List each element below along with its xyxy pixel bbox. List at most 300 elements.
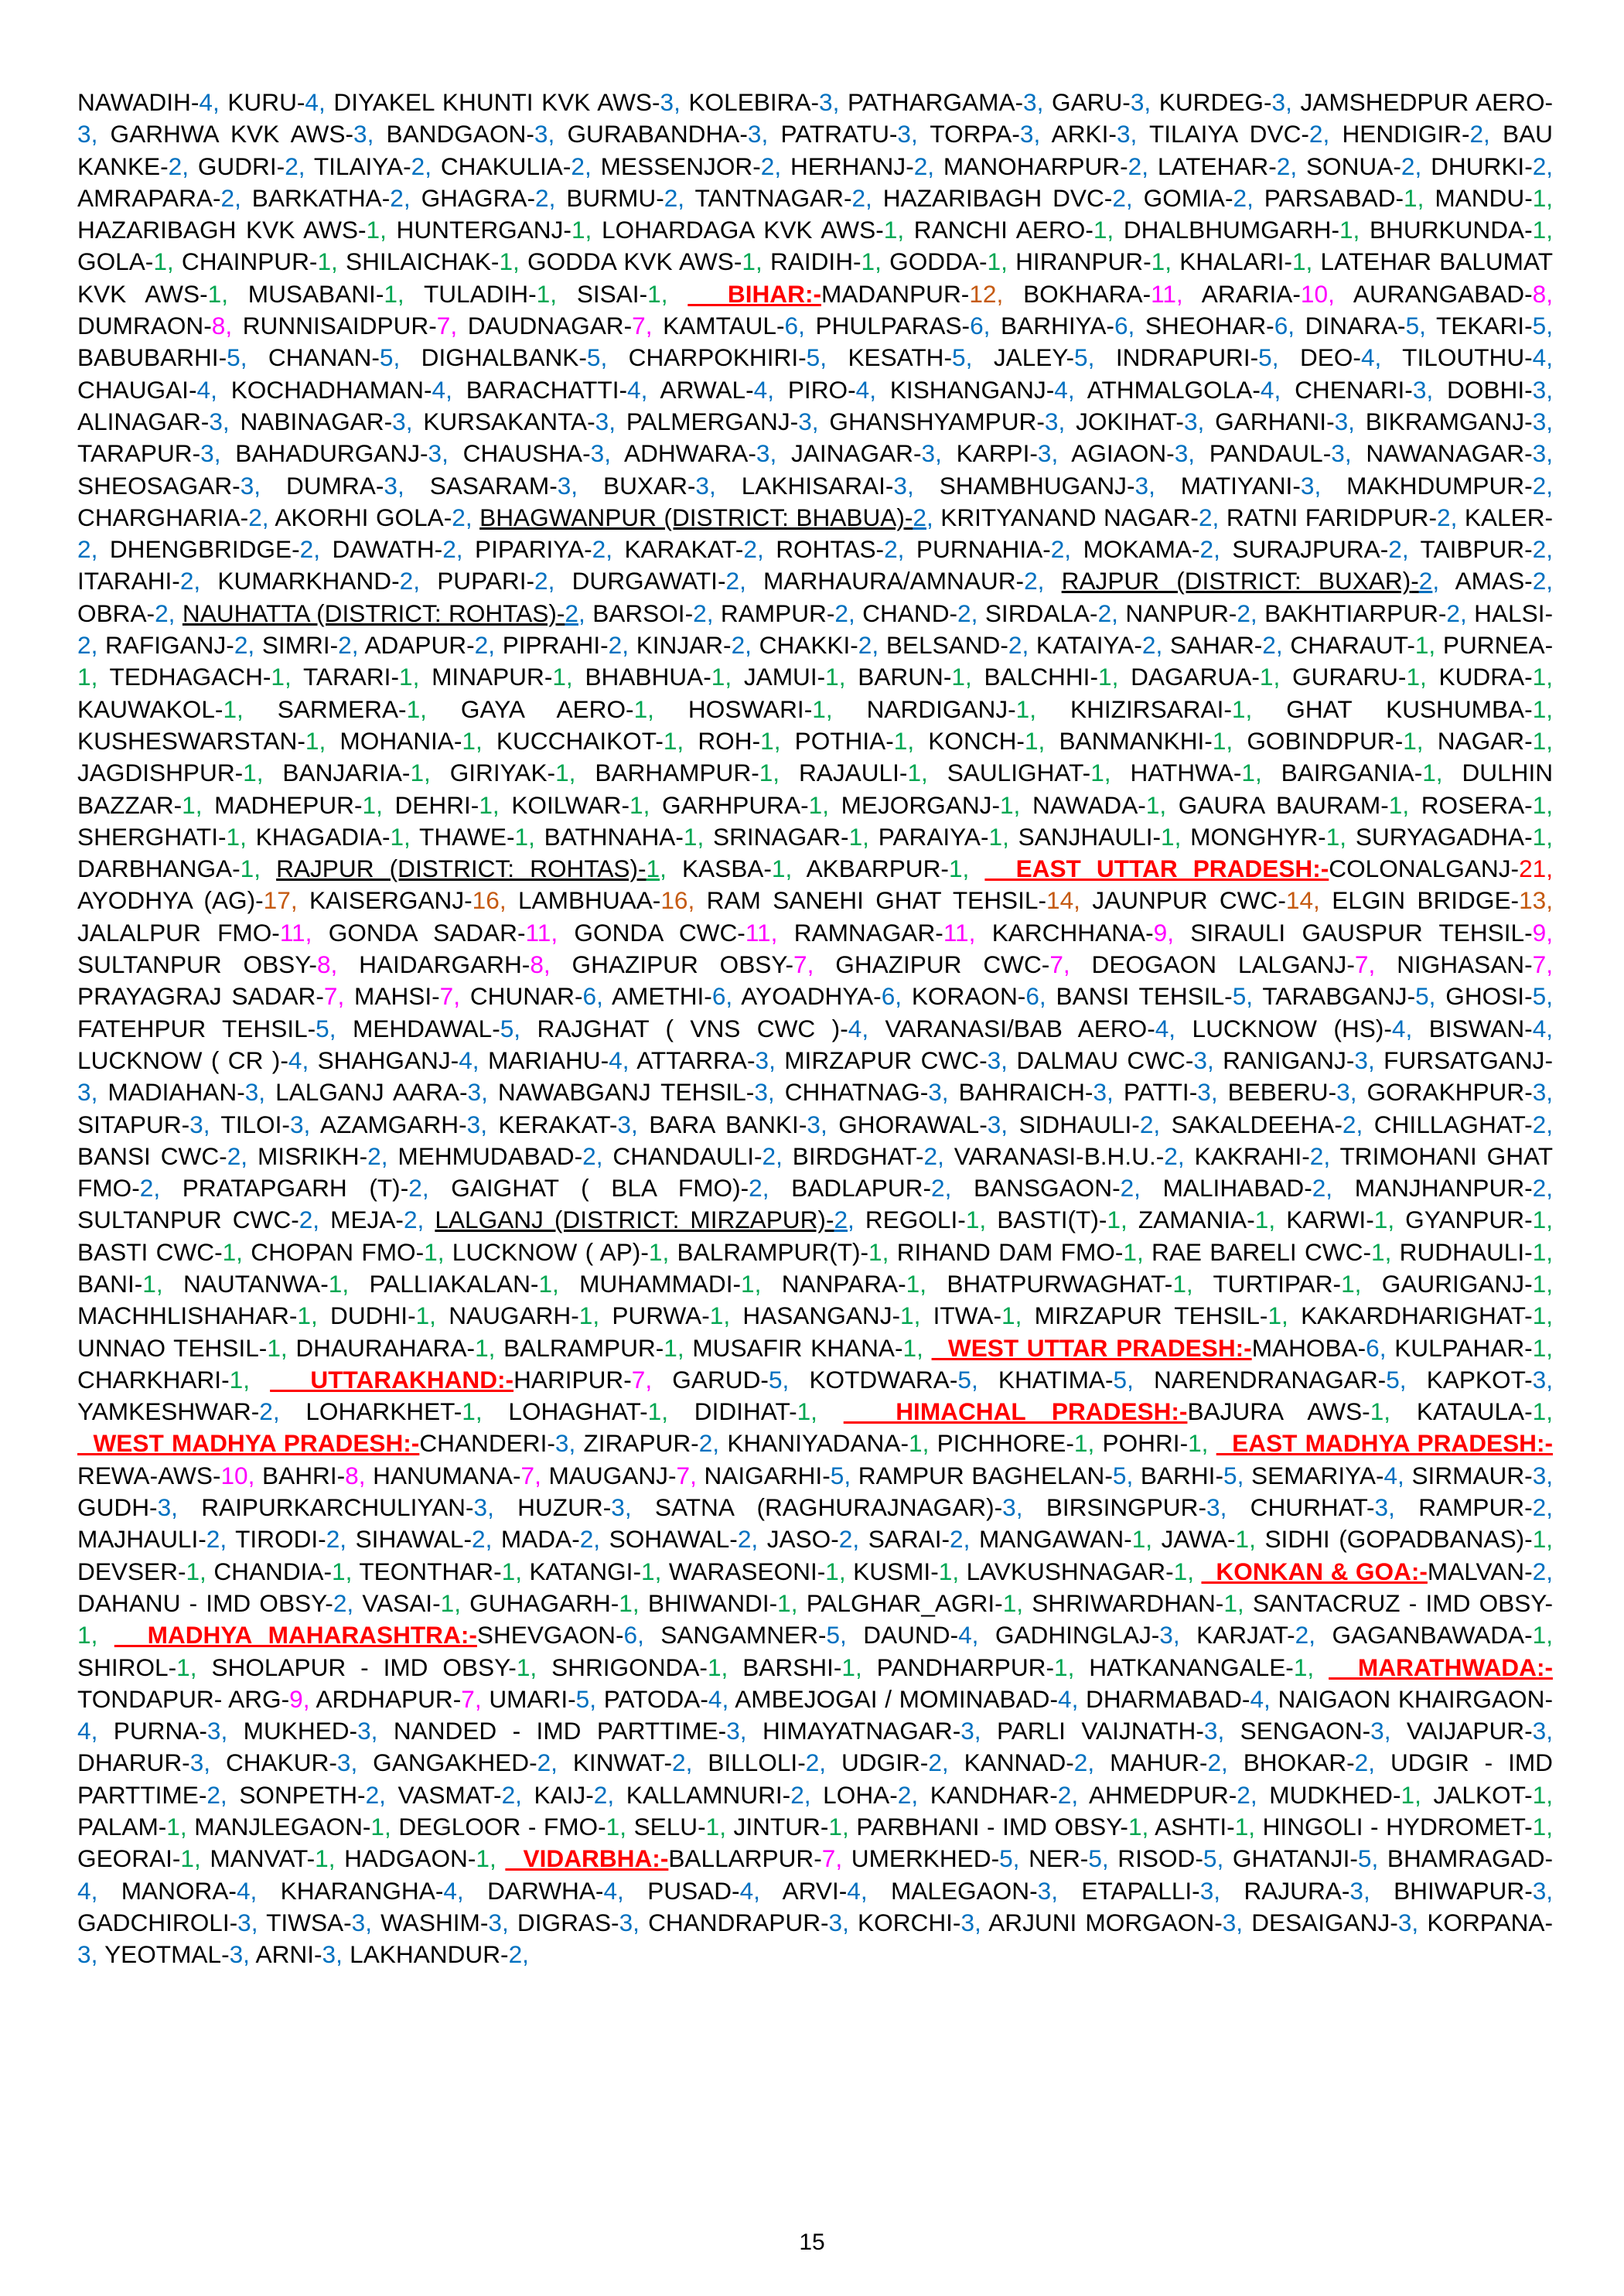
station-name: GONDA CWC xyxy=(574,918,738,947)
station-entry: CHENARI-3, xyxy=(1295,375,1434,404)
rainfall-value: 2 xyxy=(537,1748,551,1777)
station-name: GHOSI xyxy=(1445,982,1525,1011)
station-entry: KHIZIRSARAI-1, xyxy=(1070,694,1253,723)
rainfall-value: 2 xyxy=(1237,1780,1250,1809)
station-entry: RAIDIH-1, xyxy=(769,247,882,276)
station-name: CHANDAULI xyxy=(612,1141,754,1170)
rainfall-value: 2 xyxy=(206,1780,220,1809)
station-name: JOKIHAT xyxy=(1076,407,1176,435)
station-entry: PURWA-1, xyxy=(612,1302,731,1330)
station-name: NARDIGANJ xyxy=(866,694,1008,723)
station-entry: WASHIM-3, xyxy=(380,1908,509,1936)
station-entry: HARIPUR-7, xyxy=(513,1365,653,1394)
station-name: DUDHI xyxy=(330,1302,408,1330)
station-entry: SIMRI-2, xyxy=(261,631,359,660)
station-entry: GIRIYAK-1, xyxy=(449,759,576,787)
rainfall-value: 3 xyxy=(754,1078,768,1107)
station-name: GANGAKHED xyxy=(373,1748,530,1777)
station-entry: CHANAN-5, xyxy=(268,343,401,372)
station-entry: KINWAT-2, xyxy=(572,1748,693,1777)
station-entry: AMETHI-6, xyxy=(611,982,733,1011)
station-entry: MADIAHAN-3, xyxy=(107,1078,266,1107)
station-name: SAULIGHAT xyxy=(947,759,1083,787)
station-name: TARARI xyxy=(302,663,391,691)
rainfall-value: 1 xyxy=(77,663,91,691)
station-entry: AKORHI GOLA-2, xyxy=(275,503,473,531)
rainfall-value: 2 xyxy=(1057,1780,1072,1809)
station-name: DHARUR xyxy=(77,1748,183,1777)
station-entry: MINAPUR-1, xyxy=(432,663,573,691)
station-name: SHRIGONDA xyxy=(551,1653,700,1681)
station-entry: DOBHI-3, xyxy=(1447,375,1553,404)
station-name: KUSHESWARSTAN xyxy=(77,726,298,755)
station-entry: BANMANKHI-1, xyxy=(1059,726,1233,755)
station-name: PATHARGAMA xyxy=(848,88,1015,116)
rainfall-value: 1 xyxy=(555,759,569,787)
rainfall-value: 2 xyxy=(571,152,585,180)
rainfall-value: 3 xyxy=(384,471,397,500)
rainfall-value: 7 xyxy=(632,312,646,340)
rainfall-value: 1 xyxy=(1532,216,1547,244)
rainfall-value: 1 xyxy=(902,1333,917,1362)
station-name: GARHPURA xyxy=(662,790,801,819)
station-name: KARCHHANA xyxy=(991,918,1146,947)
rainfall-value: 3 xyxy=(747,120,762,148)
station-entry: RUDHAULI-1, xyxy=(1399,1237,1554,1266)
station-name: SARAI xyxy=(868,1525,942,1554)
station-name: MAKHDUMPUR xyxy=(1346,471,1525,500)
rainfall-value: 3 xyxy=(590,439,605,468)
rainfall-value: 1 xyxy=(948,855,963,883)
station-name: MANORA xyxy=(121,1876,229,1905)
station-name: BANMANKHI xyxy=(1059,726,1205,755)
station-entry: KORAON-6, xyxy=(911,982,1046,1011)
station-entry: BILLOLI-2, xyxy=(708,1748,827,1777)
station-entry: GHAZIPUR CWC-7, xyxy=(835,950,1070,979)
station-name: PURWA xyxy=(612,1302,702,1330)
rainfall-value: 1 xyxy=(797,1397,811,1426)
rainfall-value: 5 xyxy=(575,1684,590,1713)
rainfall-value: 3 xyxy=(828,1908,843,1936)
station-entry: SHILAICHAK-1, xyxy=(346,247,520,276)
station-name: KOLEBIRA xyxy=(688,88,811,116)
station-name: SATNA (RAGHURAJNAGAR) xyxy=(654,1493,995,1522)
rainfall-value: 1 xyxy=(240,855,254,883)
rainfall-value: 3 xyxy=(428,439,442,468)
station-name: KARWI xyxy=(1286,1206,1366,1234)
station-name: RAE BARELI CWC xyxy=(1151,1237,1363,1266)
station-entry: PIPRAHI-2, xyxy=(502,631,629,660)
station-name: BURMU xyxy=(566,183,657,212)
rainfall-value: 1 xyxy=(648,1237,663,1266)
station-entry: PARSABAD-1, xyxy=(1264,183,1424,212)
station-entry: HAZARIBAGH KVK AWS-1, xyxy=(77,216,387,244)
station-entry: MANVAT-1, xyxy=(210,1844,336,1873)
rainfall-value: 4 xyxy=(958,1621,972,1650)
rainfall-value: 1 xyxy=(226,822,241,851)
station-entry: THAWE-1, xyxy=(419,822,535,851)
rainfall-value: 2 xyxy=(1354,1748,1369,1777)
station-entry: SEMARIYA-4, xyxy=(1251,1461,1404,1489)
station-entry: JASO-2, xyxy=(766,1525,860,1554)
rainfall-value: 2 xyxy=(1532,1174,1547,1203)
rainfall-value: 1 xyxy=(1532,1397,1547,1426)
station-name: BELSAND xyxy=(885,631,1001,660)
station-name: TARAPUR xyxy=(77,439,193,468)
station-entry: KERAKAT-3, xyxy=(498,1110,638,1138)
rainfall-value: 3 xyxy=(77,1940,91,1969)
rainfall-value: 1 xyxy=(1532,1333,1547,1362)
rainfall-value: 5 xyxy=(1357,1844,1372,1873)
station-entry: GOBINDPUR-1, xyxy=(1247,726,1424,755)
station-name: KURDEG xyxy=(1158,88,1264,116)
rainfall-value: 5 xyxy=(957,1365,971,1394)
station-entry: TILOI-3, xyxy=(220,1110,311,1138)
station-entry: ADHWARA-3, xyxy=(624,439,777,468)
station-name: HERHANJ xyxy=(790,152,906,180)
rainfall-value: 6 xyxy=(784,312,799,340)
station-entry: GAYA AERO-1, xyxy=(460,694,654,723)
station-name: SANJHAULI xyxy=(1018,822,1153,851)
rainfall-value: 3 xyxy=(1412,375,1427,404)
rainfall-value: 14 xyxy=(1046,886,1074,915)
station-entry: GARHANI-3, xyxy=(1215,407,1355,435)
station-name: NARENDRANAGAR xyxy=(1154,1365,1378,1394)
station-entry: LAKHISARAI-3, xyxy=(741,471,914,500)
station-entry: BHURKUNDA-1, xyxy=(1369,216,1553,244)
station-name: ALINAGAR xyxy=(77,407,201,435)
station-entry: SURAJPURA-2, xyxy=(1232,535,1409,564)
rainfall-value: 2 xyxy=(1199,535,1214,564)
station-entry: BHAMRAGAD-4, xyxy=(77,1844,1554,1905)
rainfall-value: 8 xyxy=(345,1461,359,1489)
rainfall-value: 11 xyxy=(745,918,771,947)
station-name: RUNNISAIDPUR xyxy=(242,312,429,340)
station-entry: TEDHAGACH-1, xyxy=(109,663,292,691)
rainfall-value: 2 xyxy=(411,152,425,180)
station-entry: RAE BARELI CWC-1, xyxy=(1151,1237,1392,1266)
station-name: LAVKUSHNAGAR xyxy=(966,1557,1166,1585)
station-name: LAKHANDUR xyxy=(350,1940,501,1969)
rainfall-value: 1 xyxy=(965,1206,980,1234)
station-name: JALALPUR FMO xyxy=(77,918,272,947)
rainfall-value: 5 xyxy=(379,343,394,372)
rainfall-value: 6 xyxy=(582,982,597,1011)
rainfall-value: 7 xyxy=(323,982,338,1011)
subdivision-heading: MARATHWADA:- xyxy=(1329,1653,1553,1681)
station-name: KARJAT xyxy=(1196,1621,1288,1650)
station-entry: KUMARKHAND-2, xyxy=(217,567,420,595)
station-entry: JOKIHAT-3, xyxy=(1076,407,1205,435)
rainfall-value: 2 xyxy=(693,599,707,627)
station-name: MARIAHU xyxy=(487,1046,601,1074)
station-name: MAUGANJ xyxy=(548,1461,668,1489)
station-entry: MEJA-2, xyxy=(330,1206,425,1234)
station-name: RAMPUR xyxy=(1418,1493,1525,1522)
station-name: KAKRAHI xyxy=(1194,1141,1302,1170)
station-name: DHARMABAD xyxy=(1086,1684,1242,1713)
station-name: BADLAPUR xyxy=(791,1174,923,1203)
rainfall-value: 2 xyxy=(1418,567,1433,595)
station-entry: DEO-4, xyxy=(1299,343,1382,372)
rainfall-value: 4 xyxy=(443,1876,457,1905)
rainfall-value: 4 xyxy=(847,1876,861,1905)
station-entry: RAJPUR (DISTRICT: ROHTAS)-1, xyxy=(276,855,667,883)
station-name: HIRANPUR xyxy=(1015,247,1144,276)
rainfall-value: 2 xyxy=(1308,120,1323,148)
rainfall-value: 1 xyxy=(571,216,585,244)
station-name: KAUWAKOL xyxy=(77,694,215,723)
station-entry: JAGDISHPUR-1, xyxy=(77,759,264,787)
station-name: DUMRAON xyxy=(77,312,204,340)
station-name: INDRAPURI xyxy=(1115,343,1250,372)
rainfall-value: 13 xyxy=(1519,886,1547,915)
station-entry: PALLIAKALAN-1, xyxy=(369,1269,559,1298)
station-name: RUDHAULI xyxy=(1399,1237,1525,1266)
rainfall-value: 3 xyxy=(351,1908,366,1936)
station-entry: DARBHANGA-1, xyxy=(77,855,261,883)
station-entry: RAMNAGAR-11, xyxy=(793,918,976,947)
station-name: GHAT KUSHUMBA xyxy=(1286,694,1525,723)
station-name: BHATPURWAGHAT xyxy=(947,1269,1165,1298)
rainfall-value: 2 xyxy=(1532,1557,1547,1585)
station-entry: SARAI-2, xyxy=(868,1525,971,1554)
station-entry: GARU-3, xyxy=(1052,88,1151,116)
station-name: CHARAUT xyxy=(1290,631,1407,660)
subdivision-heading: EAST UTTAR PRADESH:- xyxy=(984,855,1329,883)
station-entry: KAUWAKOL-1, xyxy=(77,694,244,723)
station-name: RAM SANEHI GHAT TEHSIL xyxy=(706,886,1039,915)
station-entry: GUDH-3, xyxy=(77,1493,178,1522)
rainfall-value: 1 xyxy=(180,1844,194,1873)
rainfall-value: 2 xyxy=(508,1940,523,1969)
station-name: CHARPOKHIRI xyxy=(628,343,799,372)
rainfall-value: 3 xyxy=(1336,1078,1350,1107)
station-entry: KAMTAUL-6, xyxy=(663,312,805,340)
station-entry: RAMPUR-2, xyxy=(1418,1493,1554,1522)
station-name: LOHARDAGA KVK AWS xyxy=(601,216,876,244)
station-entry: POTHIA-1, xyxy=(794,726,915,755)
station-entry: BALRAMPUR(T)-1, xyxy=(677,1237,889,1266)
station-entry: GAURA BAURAM-1, xyxy=(1178,790,1410,819)
rainfall-value: 1 xyxy=(987,247,1001,276)
station-entry: DHARUR-3, xyxy=(77,1748,211,1777)
station-name: NIGHASAN xyxy=(1397,950,1525,979)
station-entry: DALMAU CWC-3, xyxy=(1016,1046,1214,1074)
rainfall-value: 2 xyxy=(672,1748,686,1777)
station-name: AMAS xyxy=(1455,567,1525,595)
station-name: TULADIH xyxy=(423,279,529,308)
station-name: LAMBHUAA xyxy=(517,886,653,915)
rainfall-value: 2 xyxy=(664,183,678,212)
station-entry: KARWI-1, xyxy=(1286,1206,1395,1234)
rainfall-value: 1 xyxy=(1212,726,1227,755)
rainfall-value: 1 xyxy=(1339,216,1353,244)
rainfall-value: 3 xyxy=(1037,1876,1052,1905)
station-entry: SHIROL-1, xyxy=(77,1653,197,1681)
station-name: GORAKHPUR xyxy=(1366,1078,1525,1107)
rainfall-value: 3 xyxy=(240,471,254,500)
station-entry: RAJAULI-1, xyxy=(798,759,928,787)
station-name: KOILWAR xyxy=(511,790,622,819)
station-name: NER xyxy=(1029,1844,1080,1873)
station-entry: RIHAND DAM FMO-1, xyxy=(896,1237,1144,1266)
station-entry: GYANPUR-1, xyxy=(1405,1206,1553,1234)
station-entry: SHRIGONDA-1, xyxy=(551,1653,728,1681)
station-name: AHMEDPUR xyxy=(1088,1780,1229,1809)
station-name: JAWA xyxy=(1161,1525,1228,1554)
station-name: BEBERU xyxy=(1227,1078,1329,1107)
station-name: NAUHATTA (DISTRICT: ROHTAS) xyxy=(182,599,557,627)
rainfall-value: 3 xyxy=(1203,1717,1218,1745)
rainfall-value: 1 xyxy=(462,1397,476,1426)
rainfall-value: 5 xyxy=(1112,1461,1127,1489)
rainfall-value: 1 xyxy=(741,1269,755,1298)
station-name: HANUMANA xyxy=(373,1461,513,1489)
rainfall-value: 6 xyxy=(711,982,726,1011)
station-name: GARUD xyxy=(672,1365,761,1394)
station-name: ADHWARA xyxy=(624,439,749,468)
rainfall-value: 4 xyxy=(1058,1684,1072,1713)
rainfall-value: 1 xyxy=(410,759,425,787)
rainfall-value: 16 xyxy=(660,886,688,915)
station-entry: RISOD-5, xyxy=(1117,1844,1224,1873)
station-name: LUCKNOW ( AP) xyxy=(452,1237,641,1266)
rainfall-value: 3 xyxy=(336,1748,351,1777)
station-entry: KASBA-1, xyxy=(681,855,793,883)
station-entry: DIGRAS-3, xyxy=(517,1908,640,1936)
rainfall-value: 3 xyxy=(1532,407,1547,435)
rainfall-value: 4 xyxy=(753,375,768,404)
rainfall-value: 4 xyxy=(627,375,641,404)
station-name: LATEHAR BALUMAT KVK AWS xyxy=(77,247,1553,308)
station-name: DHURKI xyxy=(1431,152,1525,180)
station-entry: BHAGWANPUR (DISTRICT: BHABUA)-2, xyxy=(479,503,933,531)
station-name: MANDU xyxy=(1435,183,1525,212)
station-entry: MIRZAPUR TEHSIL-1, xyxy=(1034,1302,1288,1330)
station-name: VARANASI-B.H.U. xyxy=(954,1141,1156,1170)
rainfall-value: 7 xyxy=(1354,950,1369,979)
rainfall-value: 1 xyxy=(647,1397,662,1426)
station-name: DIGRAS xyxy=(517,1908,612,1936)
station-entry: RAM SANEHI GHAT TEHSIL-14, xyxy=(706,886,1080,915)
station-name: WASHIM xyxy=(380,1908,480,1936)
rainfall-value: 1 xyxy=(1161,822,1175,851)
station-entry: MAJHAULI-2, xyxy=(77,1525,227,1554)
station-entry: CHURHAT-3, xyxy=(1250,1493,1395,1522)
station-entry: MANORA-4, xyxy=(121,1876,258,1905)
rainfall-value: 1 xyxy=(142,1269,156,1298)
station-name: BISWAN xyxy=(1428,1014,1525,1042)
station-entry: ARJUNI MORGAON-3, xyxy=(988,1908,1244,1936)
station-name: PHULPARAS xyxy=(815,312,962,340)
rainfall-value: 2 xyxy=(452,503,466,531)
station-entry: TARAPUR-3, xyxy=(77,439,221,468)
station-entry: MADA-2, xyxy=(500,1525,601,1554)
rainfall-value: 1 xyxy=(223,694,237,723)
rainfall-value: 2 xyxy=(913,503,926,531)
rainfall-value: 2 xyxy=(760,152,775,180)
station-entry: ROH-1, xyxy=(698,726,781,755)
rainfall-value: 1 xyxy=(315,1844,329,1873)
rainfall-value: 2 xyxy=(365,1780,380,1809)
station-entry: AYODHYA (AG)-17, xyxy=(77,886,298,915)
station-entry: JINTUR-1, xyxy=(733,1813,849,1841)
rainfall-value: 1 xyxy=(176,1653,190,1681)
rainfall-value: 7 xyxy=(793,950,807,979)
station-entry: GAURIGANJ-1, xyxy=(1381,1269,1553,1298)
rainfall-value: 17 xyxy=(263,886,291,915)
station-entry: HINGOLI - HYDROMET-1, xyxy=(1262,1813,1554,1841)
station-name: CHAUSHA xyxy=(462,439,583,468)
station-entry: DIYAKEL KHUNTI KVK AWS-3, xyxy=(333,88,681,116)
station-name: SASARAM xyxy=(429,471,550,500)
rainfall-value: 2 xyxy=(168,152,183,180)
station-name: AKBARPUR xyxy=(806,855,941,883)
station-name: DAHANU - IMD OBSY xyxy=(77,1588,326,1617)
station-name: ELGIN BRIDGE xyxy=(1332,886,1511,915)
station-entry: SANTACRUZ - IMD OBSY-1, xyxy=(77,1588,1553,1650)
rainfall-value: 2 xyxy=(1532,1110,1547,1138)
rainfall-value: 5 xyxy=(1203,1844,1217,1873)
station-name: SONUA xyxy=(1305,152,1394,180)
rainfall-value: 1 xyxy=(1401,1780,1415,1809)
rainfall-value: 3 xyxy=(209,407,223,435)
station-entry: CHANDERI-3, xyxy=(419,1429,576,1458)
rainfall-value: 4 xyxy=(708,1684,722,1713)
station-name: SHILAICHAK xyxy=(346,247,491,276)
station-entry: ROHTAS-2, xyxy=(776,535,905,564)
station-name: OBRA xyxy=(77,599,147,627)
station-entry: BUXAR-3, xyxy=(603,471,716,500)
station-name: DULHIN BAZZAR xyxy=(77,759,1554,819)
rainfall-value: 2 xyxy=(1532,567,1547,595)
station-name: TONDAPUR- ARG xyxy=(77,1684,281,1713)
station-name: AKORHI GOLA xyxy=(275,503,444,531)
station-entry: KUSMI-1, xyxy=(853,1557,960,1585)
rainfall-value: 3 xyxy=(1159,1621,1173,1650)
rainfall-value: 2 xyxy=(1532,535,1547,564)
station-name: NANPUR xyxy=(1125,599,1229,627)
station-name: KUCCHAIKOT xyxy=(496,726,656,755)
station-name: MARHAURA/AMNAUR xyxy=(763,567,1016,595)
station-entry: ALINAGAR-3, xyxy=(77,407,230,435)
station-name: GAYA AERO xyxy=(460,694,626,723)
station-entry: DAUDNAGAR-7, xyxy=(467,312,653,340)
station-name: ARKI xyxy=(1051,120,1109,148)
station-name: PATRATU xyxy=(780,120,889,148)
station-name: MOHANIA xyxy=(339,726,454,755)
rainfall-value: 1 xyxy=(406,694,421,723)
rainfall-value: 1 xyxy=(538,1269,553,1298)
station-entry: KORPANA-3, xyxy=(77,1908,1554,1969)
station-name: AMBEJOGAI / MOMINABAD xyxy=(735,1684,1050,1713)
rainfall-value: 1 xyxy=(186,1557,200,1585)
rainfall-value: 2 xyxy=(762,1141,776,1170)
rainfall-value: 3 xyxy=(1044,407,1059,435)
rainfall-value: 2 xyxy=(884,535,898,564)
station-name: JALEY xyxy=(993,343,1066,372)
rainfall-value: 3 xyxy=(1183,407,1198,435)
station-name: BIRSINGPUR xyxy=(1046,1493,1199,1522)
station-name: KATAIYA xyxy=(1035,631,1134,660)
station-entry: BURMU-2, xyxy=(566,183,685,212)
station-name: SARMERA xyxy=(277,694,399,723)
station-name: BUXAR xyxy=(603,471,687,500)
station-entry: HALSI-2, xyxy=(77,599,1554,660)
rainfall-value: 2 xyxy=(1532,471,1547,500)
station-name: PARLI VAIJNATH xyxy=(996,1717,1196,1745)
